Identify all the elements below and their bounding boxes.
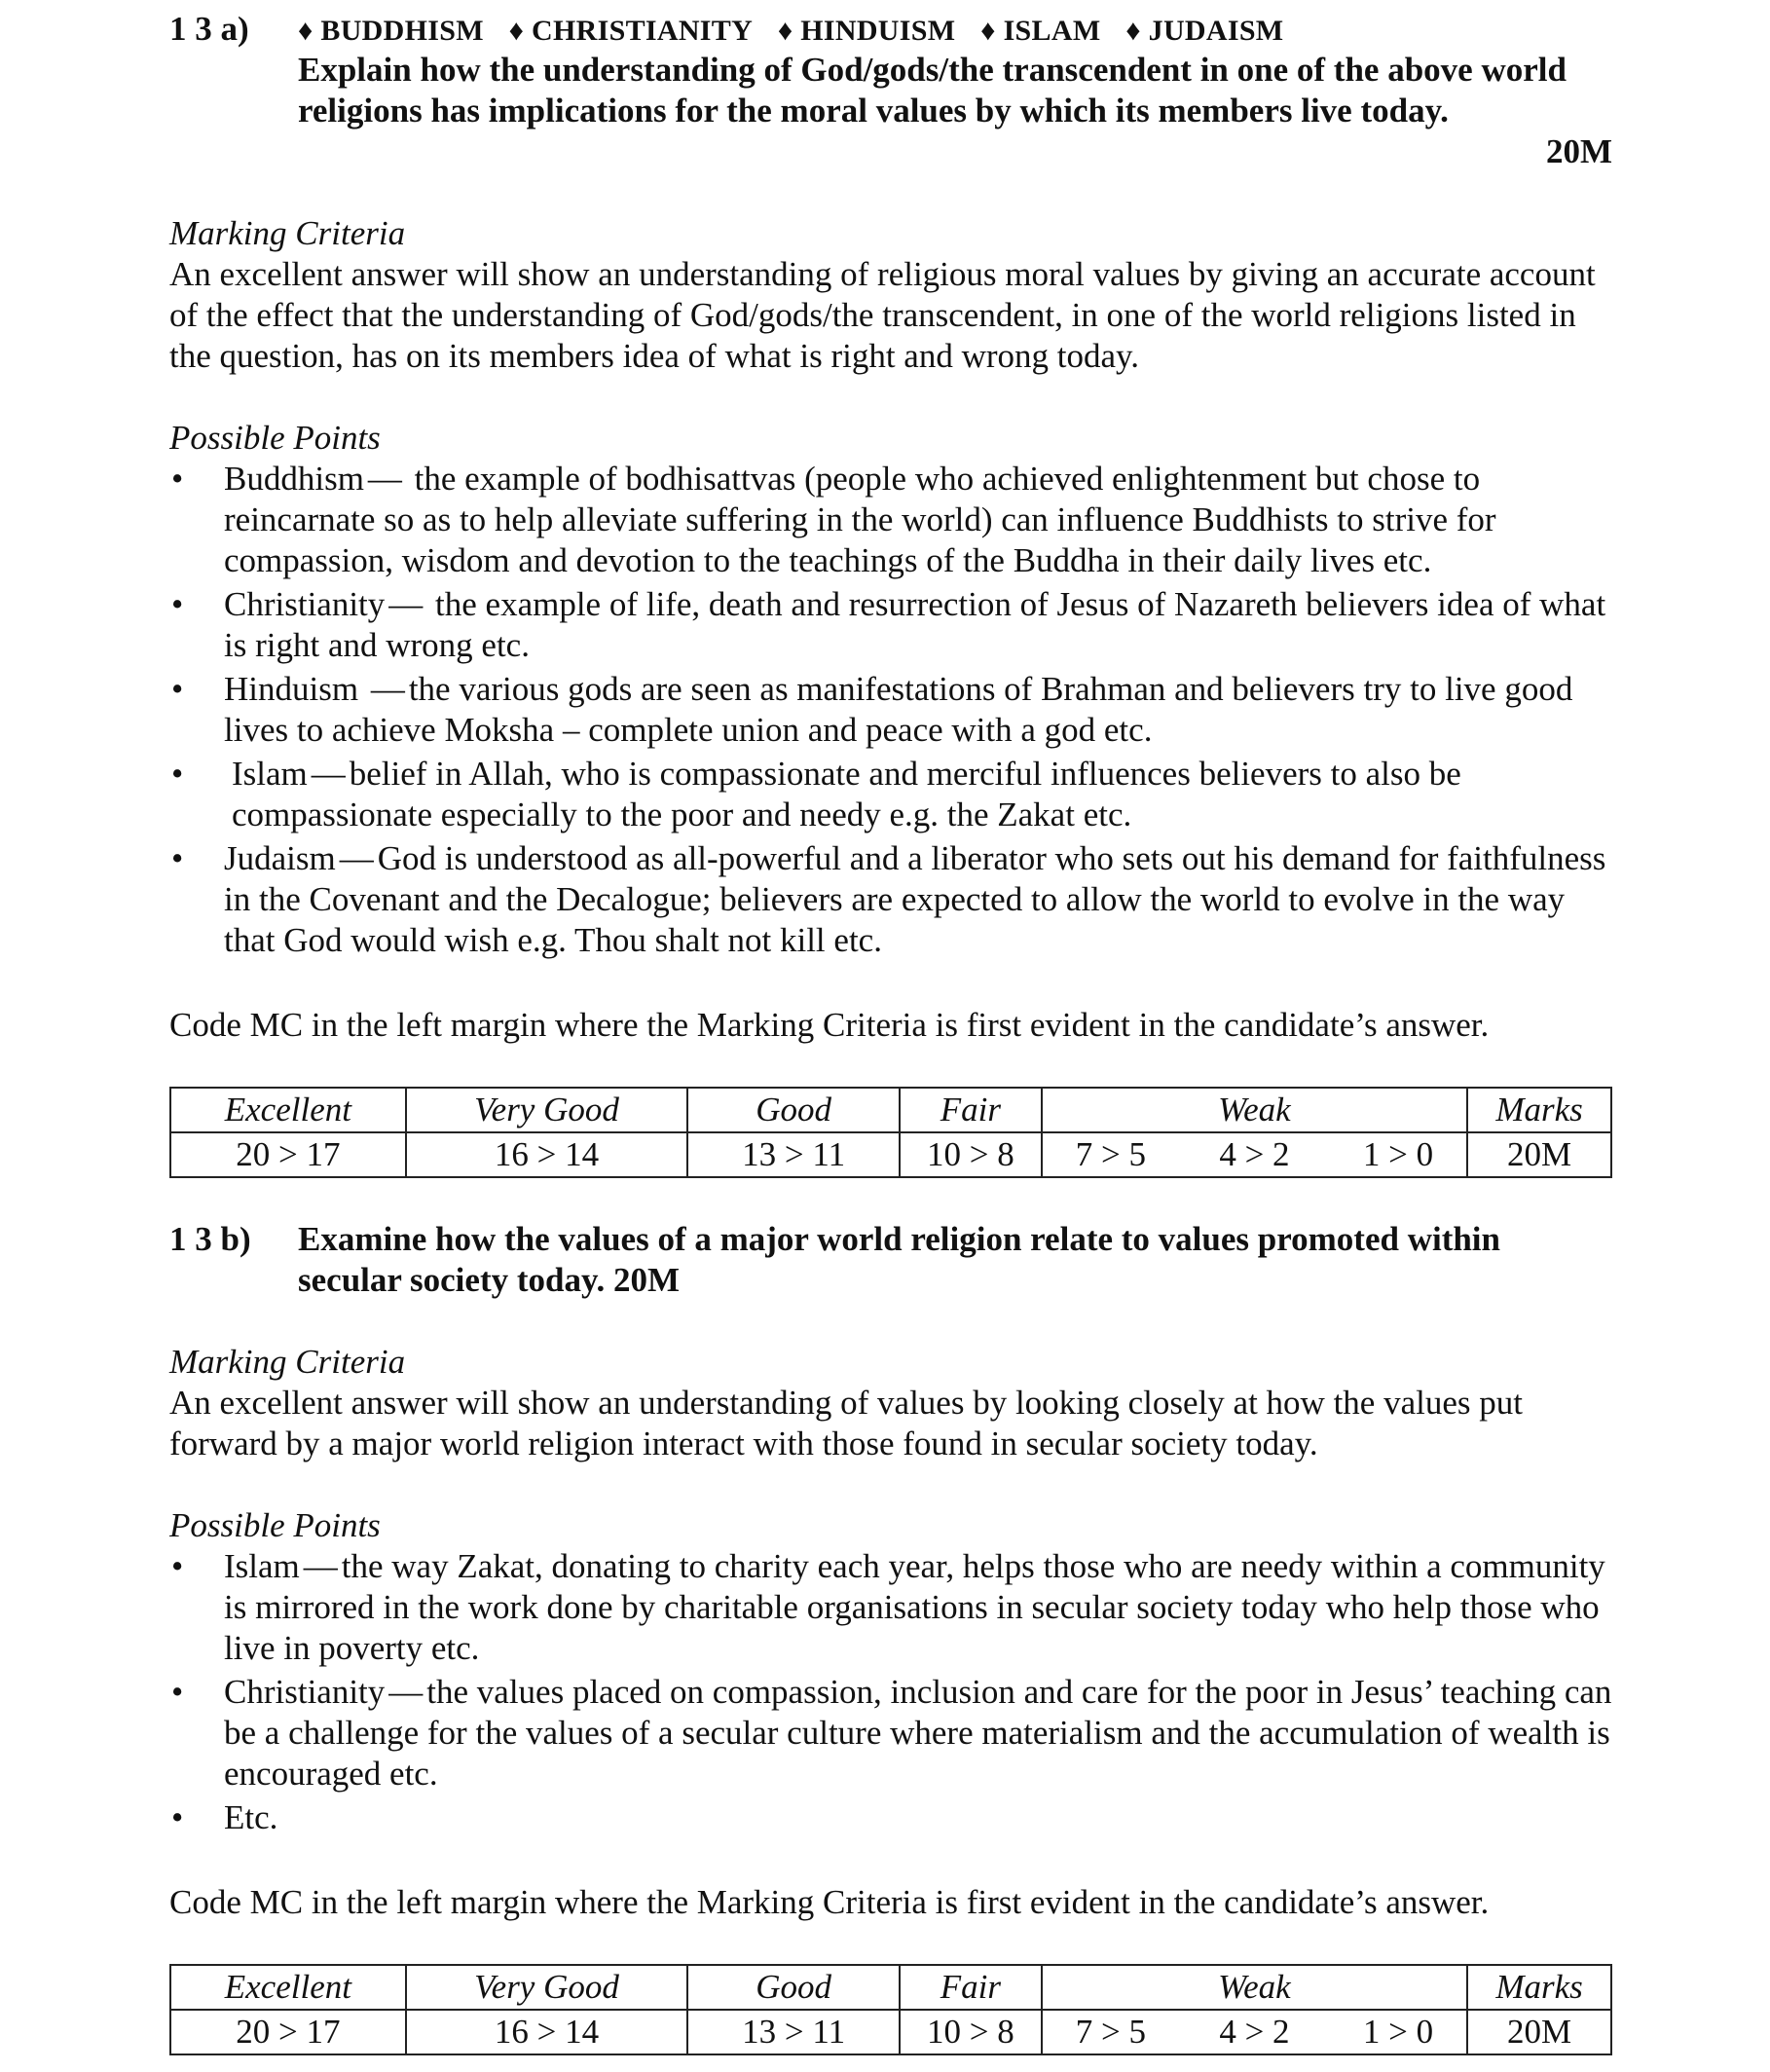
grade-table-values-row	[170, 1132, 1611, 1177]
possible-points-label: Possible Points	[169, 419, 381, 457]
grade-header-good: Good	[687, 1088, 900, 1132]
grade-value-fair: 10 > 8	[900, 1132, 1042, 1177]
point-term: Buddhism	[224, 460, 364, 498]
possible-points-label: Possible Points	[169, 1506, 381, 1544]
grade-value-weak-low: 1 > 0	[1362, 1135, 1434, 1173]
point-text: the various gods are seen as manifestations of Brahman and believers try to live good lives to achieve Moksha – complete union and peace with a god etc.	[224, 670, 1573, 749]
grade-value-fair: 10 > 8	[900, 2010, 1042, 2054]
possible-points-list	[169, 1546, 1612, 1838]
list-item: • Christianity — the values placed on compassion, inclusion and care for the poor in Jesus’ teaching can be a challenge for the values of a secular culture where materialism and the accumulation of wealth is encouraged etc.	[169, 1672, 1612, 1794]
list-item: • Buddhism — the example of bodhisattvas (people who achieved enlightenment but chose to reincarnate so as to help alleviate suffering in the world) can influence Buddhists to strive for compassion, wisdom and devotion to the teachings of the Buddha in their daily lives etc.	[169, 459, 1612, 581]
bullet-icon	[171, 584, 210, 625]
question-number: 1 3 a)	[169, 10, 249, 48]
religion-judaism: ♦ JUDAISM	[1125, 15, 1284, 47]
point-text: belief in Allah, who is compassionate and merciful influences believers to also be compassionate especially to the poor and needy e.g. the Zakat etc.	[232, 755, 1461, 833]
document-page	[169, 10, 1612, 2055]
bullet-icon	[171, 1672, 210, 1713]
point-term: Christianity	[224, 1673, 386, 1711]
bullet-icon	[171, 754, 210, 795]
bullet-icon	[171, 1546, 210, 1587]
point-term: Hinduism	[224, 670, 359, 708]
list-item: • Islam — the way Zakat, donating to charity each year, helps those who are needy within a community is mirrored in the work done by charitable organisations in secular society today who help those who live in poverty etc.	[169, 1546, 1612, 1669]
grade-header-weak: Weak	[1042, 1965, 1467, 2010]
marking-criteria-text: An excellent answer will show an understanding of religious moral values by giving an accurate account of the effect that the understanding of God/gods/the transcendent, in one of the world religions listed in the question, has on its members idea of what is right and wrong today.	[169, 255, 1596, 375]
question-marks: 20M	[1545, 132, 1612, 170]
point-term: Islam	[232, 755, 308, 793]
grade-value-very-good: 16 > 14	[406, 1132, 688, 1177]
grade-value-excellent: 20 > 17	[170, 2010, 406, 2054]
grade-table-header-row	[170, 1088, 1611, 1132]
grade-header-excellent: Excellent	[170, 1965, 406, 2010]
grade-value-very-good: 16 > 14	[406, 2010, 688, 2054]
grade-header-marks: Marks	[1467, 1088, 1611, 1132]
grade-table	[169, 1964, 1612, 2055]
religion-islam: ♦ ISLAM	[980, 15, 1101, 47]
grade-table-header-row	[170, 1965, 1611, 2010]
code-mc-note: Code MC in the left margin where the Marking Criteria is first evident in the candidate’s answer.	[169, 1883, 1490, 1921]
point-text: the example of bodhisattvas (people who achieved enlightenment but chose to reincarnate so as to help alleviate suffering in the world) can influence Buddhists to strive for compassion, wisdom and devotion to the teachings of the Buddha in their daily lives etc.	[224, 460, 1496, 579]
grade-value-excellent: 20 > 17	[170, 1132, 406, 1177]
question-text: Explain how the understanding of God/gods/the transcendent in one of the above world religions has implications for the moral values by which its members live today.	[298, 51, 1567, 130]
marking-criteria-label: Marking Criteria	[169, 214, 406, 252]
marking-criteria-text: An excellent answer will show an understanding of values by looking closely at how the values put forward by a major world religion interact with those found in secular society today.	[169, 1384, 1523, 1462]
point-term: Judaism	[224, 839, 336, 877]
grade-value-good: 13 > 11	[687, 1132, 900, 1177]
grade-header-very-good: Very Good	[406, 1965, 688, 2010]
point-text: Etc.	[224, 1798, 278, 1836]
grade-header-good: Good	[687, 1965, 900, 2010]
grade-value-marks: 20M	[1467, 2010, 1611, 2054]
religion-buddhism: ♦ BUDDHISM	[298, 15, 484, 47]
bullet-icon	[171, 669, 210, 710]
point-text: the example of life, death and resurrection of Jesus of Nazareth believers idea of what is right and wrong etc.	[224, 585, 1606, 664]
grade-value-weak-high: 7 > 5	[1075, 1135, 1147, 1173]
point-text: the values placed on compassion, inclusion and care for the poor in Jesus’ teaching can be a challenge for the values of a secular culture where materialism and the accumulation of wealth is encouraged etc.	[224, 1673, 1612, 1793]
religion-list	[298, 15, 1612, 48]
bullet-icon	[171, 1797, 210, 1838]
question-13a-header	[169, 10, 1612, 172]
grade-value-weak-mid: 4 > 2	[1219, 2013, 1290, 2051]
grade-header-marks: Marks	[1467, 1965, 1611, 2010]
grade-value-weak-mid: 4 > 2	[1219, 1135, 1290, 1173]
point-term: Islam	[224, 1547, 300, 1585]
list-item: • Christianity — the example of life, death and resurrection of Jesus of Nazareth believers idea of what is right and wrong etc.	[169, 584, 1612, 666]
question-number: 1 3 b)	[169, 1220, 251, 1258]
grade-table	[169, 1087, 1612, 1178]
grade-value-weak	[1042, 1132, 1467, 1177]
list-item: • Hinduism — the various gods are seen as manifestations of Brahman and believers try to live good lives to achieve Moksha – complete union and peace with a god etc.	[169, 669, 1612, 751]
grade-header-very-good: Very Good	[406, 1088, 688, 1132]
bullet-icon	[171, 838, 210, 879]
list-item	[169, 1797, 1612, 1838]
grade-header-excellent: Excellent	[170, 1088, 406, 1132]
code-mc-note: Code MC in the left margin where the Marking Criteria is first evident in the candidate’s answer.	[169, 1006, 1490, 1044]
marking-criteria-label: Marking Criteria	[169, 1343, 406, 1381]
grade-value-good: 13 > 11	[687, 2010, 900, 2054]
list-item: • Islam — belief in Allah, who is compassionate and merciful influences believers to also be compassionate especially to the poor and needy e.g. the Zakat etc.	[169, 754, 1612, 835]
grade-table-values-row	[170, 2010, 1611, 2054]
question-text: Examine how the values of a major world religion relate to values promoted within secular society today. 20M	[298, 1220, 1500, 1299]
list-item: • Judaism — God is understood as all-powerful and a liberator who sets out his demand for faithfulness in the Covenant and the Decalogue; believers are expected to allow the world to evolve in the way that God would wish e.g. Thou shalt not kill etc.	[169, 838, 1612, 961]
grade-header-weak: Weak	[1042, 1088, 1467, 1132]
possible-points-list	[169, 459, 1612, 961]
grade-value-marks: 20M	[1467, 1132, 1611, 1177]
point-term: Christianity	[224, 585, 386, 623]
religion-hinduism: ♦ HINDUISM	[777, 15, 956, 47]
point-text: the way Zakat, donating to charity each year, helps those who are needy within a community is mirrored in the work done by charitable organisations in secular society today who help those who live in poverty etc.	[224, 1547, 1605, 1667]
grade-value-weak-low: 1 > 0	[1362, 2013, 1434, 2051]
grade-value-weak	[1042, 2010, 1467, 2054]
bullet-icon	[171, 459, 210, 500]
question-13b-header	[169, 1219, 1612, 1301]
grade-header-fair: Fair	[900, 1965, 1042, 2010]
grade-value-weak-high: 7 > 5	[1075, 2013, 1147, 2051]
point-text: God is understood as all-powerful and a liberator who sets out his demand for faithfulness in the Covenant and the Decalogue; believers are expected to allow the world to evolve in the way that God would wish e.g. Thou shalt not kill etc.	[224, 839, 1606, 959]
religion-christianity: ♦ CHRISTIANITY	[508, 15, 754, 47]
grade-header-fair: Fair	[900, 1088, 1042, 1132]
